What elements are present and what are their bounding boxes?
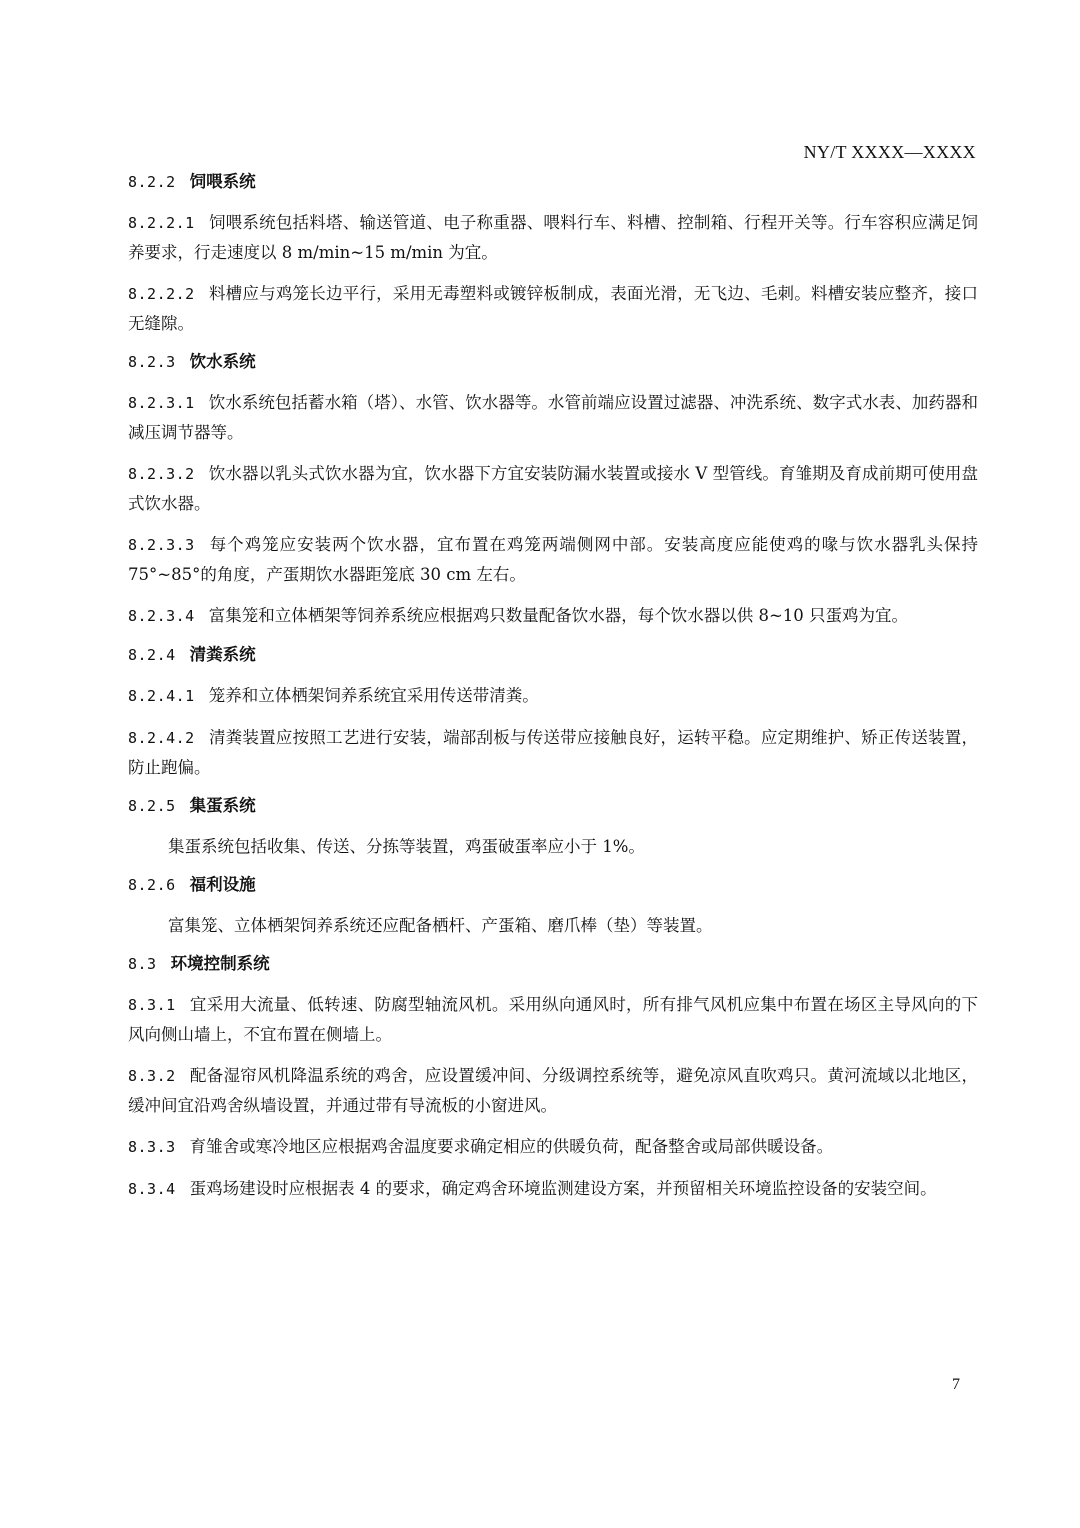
section-heading [128, 641, 978, 669]
clause-paragraph [128, 832, 978, 861]
clause-paragraph [128, 723, 978, 782]
clause-paragraph [128, 459, 978, 518]
clause-paragraph [128, 990, 978, 1049]
section-heading [128, 950, 978, 978]
section-title: 集蛋系统 [189, 796, 256, 815]
clause-text: 蛋鸡场建设时应根据表 4 的要求，确定鸡舍环境监测建设方案，并预留相关环境监控设备的安装空间。 [189, 1179, 937, 1198]
document-body [128, 168, 978, 1204]
clause-text: 宜采用大流量、低转速、防腐型轴流风机。采用纵向通风时，所有排气风机应集中布置在场区主导风向的下风向侧山墙上，不宜布置在侧墙上。 [128, 995, 978, 1044]
clause-paragraph [128, 911, 978, 940]
section-heading [128, 871, 978, 899]
section-title: 福利设施 [189, 875, 256, 894]
section-number: 8.3 [128, 955, 157, 973]
clause-text: 笼养和立体栖架饲养系统宜采用传送带清粪。 [208, 686, 539, 705]
clause-text: 每个鸡笼应安装两个饮水器，宜布置在鸡笼两端侧网中部。安装高度应能使鸡的喙与饮水器乳头保持 75°~85°的角度，产蛋期饮水器距笼底 30 cm 左右。 [128, 535, 978, 584]
clause-paragraph [128, 1132, 978, 1162]
clause-number: 8.2.3.2 [128, 465, 195, 483]
section-title: 环境控制系统 [170, 954, 270, 973]
section-number: 8.2.6 [128, 876, 176, 894]
clause-paragraph [128, 530, 978, 589]
section-heading [128, 168, 978, 196]
clause-paragraph [128, 208, 978, 267]
clause-text: 富集笼、立体栖架饲养系统还应配备栖杆、产蛋箱、磨爪棒（垫）等装置。 [168, 916, 713, 935]
section-number: 8.2.5 [128, 797, 176, 815]
clause-text: 饮水器以乳头式饮水器为宜，饮水器下方宜安装防漏水装置或接水 V 型管线。育雏期及育成前期可使用盘式饮水器。 [128, 464, 978, 513]
section-heading [128, 792, 978, 820]
clause-text: 饲喂系统包括料塔、输送管道、电子称重器、喂料行车、料槽、控制箱、行程开关等。行车容积应满足饲养要求，行走速度以 8 m/min~15 m/min 为宜。 [128, 213, 978, 262]
clause-number: 8.2.3.1 [128, 394, 195, 412]
section-number: 8.2.3 [128, 353, 176, 371]
clause-text: 清粪装置应按照工艺进行安装，端部刮板与传送带应接触良好，运转平稳。应定期维护、矫正传送装置，防止跑偏。 [128, 728, 978, 777]
section-number: 8.2.2 [128, 173, 176, 191]
document-code-header: NY/T XXXX—XXXX [803, 142, 976, 162]
clause-number: 8.3.1 [128, 996, 176, 1014]
clause-number: 8.2.2.1 [128, 214, 195, 232]
clause-text: 饮水系统包括蓄水箱（塔）、水管、饮水器等。水管前端应设置过滤器、冲洗系统、数字式水表、加药器和减压调节器等。 [128, 393, 978, 442]
clause-paragraph [128, 1061, 978, 1120]
clause-paragraph [128, 1174, 978, 1204]
clause-number: 8.2.4.2 [128, 729, 195, 747]
section-title: 饲喂系统 [189, 172, 256, 191]
clause-text: 富集笼和立体栖架等饲养系统应根据鸡只数量配备饮水器，每个饮水器以供 8~10 只蛋鸡为宜。 [208, 606, 909, 625]
clause-text: 育雏舍或寒冷地区应根据鸡舍温度要求确定相应的供暖负荷，配备整舍或局部供暖设备。 [189, 1137, 834, 1156]
clause-number: 8.2.3.3 [128, 536, 195, 554]
section-title: 清粪系统 [189, 645, 256, 664]
section-heading [128, 348, 978, 376]
clause-paragraph [128, 681, 978, 711]
clause-number: 8.3.2 [128, 1067, 176, 1085]
page-number: 7 [952, 1376, 960, 1393]
clause-text: 配备湿帘风机降温系统的鸡舍，应设置缓冲间、分级调控系统等，避免凉风直吹鸡只。黄河流域以北地区，缓冲间宜沿鸡舍纵墙设置，并通过带有导流板的小窗进风。 [128, 1066, 978, 1115]
section-number: 8.2.4 [128, 646, 176, 664]
clause-text: 集蛋系统包括收集、传送、分拣等装置，鸡蛋破蛋率应小于 1%。 [168, 837, 645, 856]
clause-paragraph [128, 388, 978, 447]
section-title: 饮水系统 [189, 352, 256, 371]
clause-number: 8.3.4 [128, 1180, 176, 1198]
clause-number: 8.2.4.1 [128, 687, 195, 705]
clause-number: 8.2.3.4 [128, 607, 195, 625]
clause-paragraph [128, 601, 978, 631]
clause-paragraph [128, 279, 978, 338]
clause-number: 8.2.2.2 [128, 285, 195, 303]
clause-text: 料槽应与鸡笼长边平行，采用无毒塑料或镀锌板制成，表面光滑，无飞边、毛刺。料槽安装应整齐，接口无缝隙。 [128, 284, 978, 333]
clause-number: 8.3.3 [128, 1138, 176, 1156]
